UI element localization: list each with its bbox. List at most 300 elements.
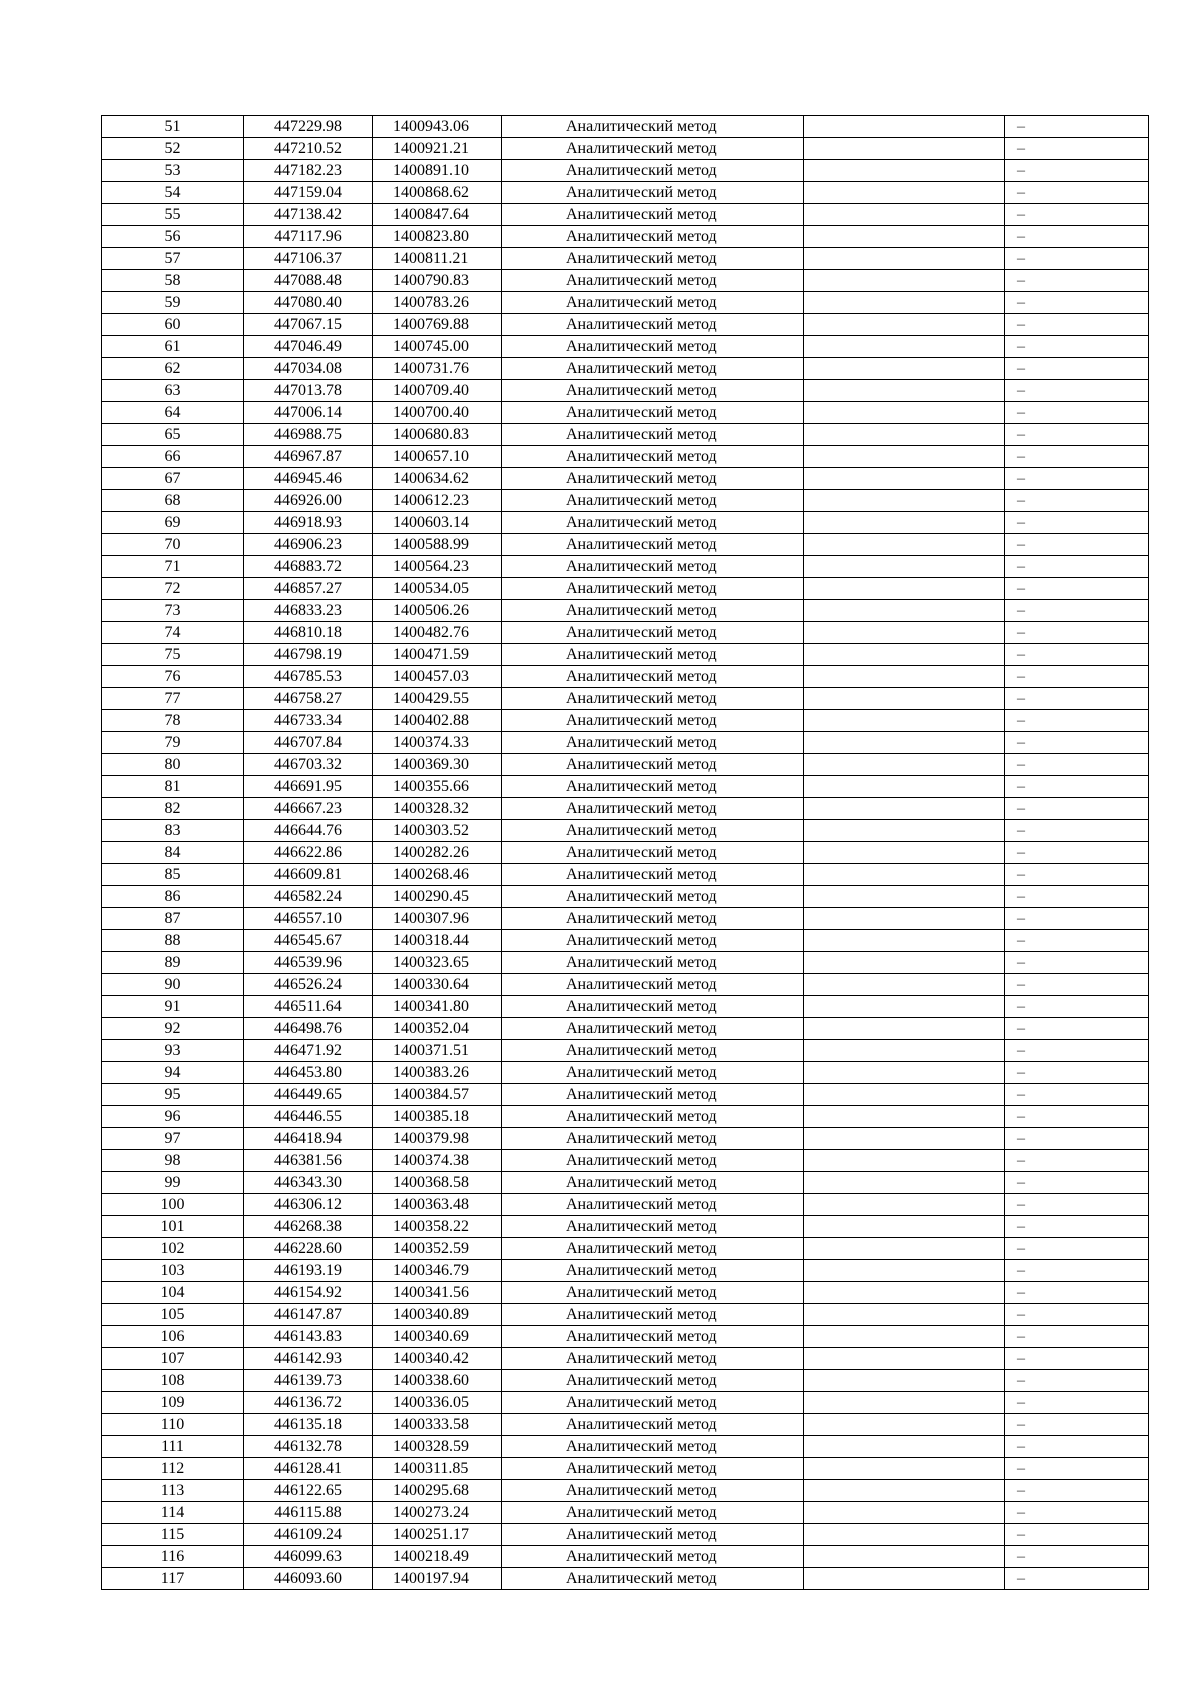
table-row [102, 842, 1149, 864]
dash-cell: – [1005, 1106, 1149, 1128]
point-number-cell: 53 [102, 160, 244, 182]
empty-cell [804, 446, 1005, 468]
empty-cell [804, 1216, 1005, 1238]
empty-cell [804, 644, 1005, 666]
dash-cell: – [1005, 1326, 1149, 1348]
y-coordinate-cell: 1400340.42 [373, 1348, 502, 1370]
dash-cell: – [1005, 226, 1149, 248]
method-cell: Аналитический метод [502, 1084, 804, 1106]
table-row [102, 666, 1149, 688]
y-coordinate-cell: 1400328.32 [373, 798, 502, 820]
dash-cell: – [1005, 820, 1149, 842]
dash-cell: – [1005, 1018, 1149, 1040]
y-coordinate-cell: 1400603.14 [373, 512, 502, 534]
table-row [102, 688, 1149, 710]
table-row [102, 204, 1149, 226]
dash-cell: – [1005, 1502, 1149, 1524]
empty-cell [804, 622, 1005, 644]
x-coordinate-cell: 446446.55 [244, 1106, 373, 1128]
point-number-cell: 109 [102, 1392, 244, 1414]
dash-cell: – [1005, 886, 1149, 908]
dash-cell: – [1005, 1194, 1149, 1216]
table-row [102, 1150, 1149, 1172]
method-cell: Аналитический метод [502, 1040, 804, 1062]
dash-cell: – [1005, 1260, 1149, 1282]
y-coordinate-cell: 1400471.59 [373, 644, 502, 666]
y-coordinate-cell: 1400352.04 [373, 1018, 502, 1040]
point-number-cell: 91 [102, 996, 244, 1018]
y-coordinate-cell: 1400506.26 [373, 600, 502, 622]
method-cell: Аналитический метод [502, 270, 804, 292]
dash-cell: – [1005, 1392, 1149, 1414]
dash-cell: – [1005, 974, 1149, 996]
empty-cell [804, 490, 1005, 512]
empty-cell [804, 1238, 1005, 1260]
x-coordinate-cell: 446703.32 [244, 754, 373, 776]
point-number-cell: 74 [102, 622, 244, 644]
dash-cell: – [1005, 908, 1149, 930]
table-row [102, 578, 1149, 600]
point-number-cell: 58 [102, 270, 244, 292]
x-coordinate-cell: 446418.94 [244, 1128, 373, 1150]
table-row [102, 1062, 1149, 1084]
table-row [102, 754, 1149, 776]
method-cell: Аналитический метод [502, 248, 804, 270]
point-number-cell: 96 [102, 1106, 244, 1128]
point-number-cell: 87 [102, 908, 244, 930]
empty-cell [804, 578, 1005, 600]
point-number-cell: 114 [102, 1502, 244, 1524]
empty-cell [804, 732, 1005, 754]
table-row [102, 490, 1149, 512]
y-coordinate-cell: 1400790.83 [373, 270, 502, 292]
y-coordinate-cell: 1400282.26 [373, 842, 502, 864]
x-coordinate-cell: 446758.27 [244, 688, 373, 710]
point-number-cell: 101 [102, 1216, 244, 1238]
x-coordinate-cell: 447229.98 [244, 116, 373, 138]
y-coordinate-cell: 1400891.10 [373, 160, 502, 182]
empty-cell [804, 1150, 1005, 1172]
dash-cell: – [1005, 644, 1149, 666]
empty-cell [804, 1524, 1005, 1546]
x-coordinate-cell: 446539.96 [244, 952, 373, 974]
method-cell: Аналитический метод [502, 138, 804, 160]
point-number-cell: 116 [102, 1546, 244, 1568]
x-coordinate-cell: 446099.63 [244, 1546, 373, 1568]
empty-cell [804, 336, 1005, 358]
x-coordinate-cell: 446918.93 [244, 512, 373, 534]
coordinates-table [101, 115, 1149, 1590]
y-coordinate-cell: 1400943.06 [373, 116, 502, 138]
method-cell: Аналитический метод [502, 996, 804, 1018]
dash-cell: – [1005, 732, 1149, 754]
dash-cell: – [1005, 336, 1149, 358]
table-row [102, 1084, 1149, 1106]
empty-cell [804, 1480, 1005, 1502]
point-number-cell: 100 [102, 1194, 244, 1216]
point-number-cell: 97 [102, 1128, 244, 1150]
x-coordinate-cell: 446471.92 [244, 1040, 373, 1062]
dash-cell: – [1005, 1040, 1149, 1062]
table-row [102, 292, 1149, 314]
y-coordinate-cell: 1400303.52 [373, 820, 502, 842]
point-number-cell: 103 [102, 1260, 244, 1282]
method-cell: Аналитический метод [502, 754, 804, 776]
dash-cell: – [1005, 160, 1149, 182]
x-coordinate-cell: 446526.24 [244, 974, 373, 996]
x-coordinate-cell: 447013.78 [244, 380, 373, 402]
point-number-cell: 76 [102, 666, 244, 688]
method-cell: Аналитический метод [502, 182, 804, 204]
empty-cell [804, 1260, 1005, 1282]
method-cell: Аналитический метод [502, 1370, 804, 1392]
x-coordinate-cell: 446193.19 [244, 1260, 373, 1282]
method-cell: Аналитический метод [502, 1348, 804, 1370]
empty-cell [804, 1194, 1005, 1216]
empty-cell [804, 1392, 1005, 1414]
x-coordinate-cell: 447117.96 [244, 226, 373, 248]
method-cell: Аналитический метод [502, 1172, 804, 1194]
empty-cell [804, 820, 1005, 842]
x-coordinate-cell: 446557.10 [244, 908, 373, 930]
x-coordinate-cell: 446306.12 [244, 1194, 373, 1216]
method-cell: Аналитический метод [502, 820, 804, 842]
point-number-cell: 68 [102, 490, 244, 512]
x-coordinate-cell: 446883.72 [244, 556, 373, 578]
empty-cell [804, 534, 1005, 556]
dash-cell: – [1005, 468, 1149, 490]
empty-cell [804, 864, 1005, 886]
dash-cell: – [1005, 270, 1149, 292]
y-coordinate-cell: 1400346.79 [373, 1260, 502, 1282]
x-coordinate-cell: 447067.15 [244, 314, 373, 336]
point-number-cell: 93 [102, 1040, 244, 1062]
empty-cell [804, 908, 1005, 930]
table-row [102, 1524, 1149, 1546]
table-row [102, 1458, 1149, 1480]
point-number-cell: 80 [102, 754, 244, 776]
table-row [102, 600, 1149, 622]
empty-cell [804, 974, 1005, 996]
method-cell: Аналитический метод [502, 534, 804, 556]
x-coordinate-cell: 447210.52 [244, 138, 373, 160]
method-cell: Аналитический метод [502, 1062, 804, 1084]
x-coordinate-cell: 446691.95 [244, 776, 373, 798]
table-row [102, 1546, 1149, 1568]
table-row [102, 358, 1149, 380]
method-cell: Аналитический метод [502, 600, 804, 622]
method-cell: Аналитический метод [502, 556, 804, 578]
x-coordinate-cell: 447006.14 [244, 402, 373, 424]
y-coordinate-cell: 1400307.96 [373, 908, 502, 930]
dash-cell: – [1005, 578, 1149, 600]
y-coordinate-cell: 1400634.62 [373, 468, 502, 490]
y-coordinate-cell: 1400588.99 [373, 534, 502, 556]
dash-cell: – [1005, 1282, 1149, 1304]
y-coordinate-cell: 1400534.05 [373, 578, 502, 600]
x-coordinate-cell: 446128.41 [244, 1458, 373, 1480]
y-coordinate-cell: 1400680.83 [373, 424, 502, 446]
empty-cell [804, 556, 1005, 578]
method-cell: Аналитический метод [502, 1128, 804, 1150]
method-cell: Аналитический метод [502, 424, 804, 446]
table-row [102, 776, 1149, 798]
point-number-cell: 73 [102, 600, 244, 622]
table-row [102, 1018, 1149, 1040]
table-row [102, 380, 1149, 402]
empty-cell [804, 952, 1005, 974]
method-cell: Аналитический метод [502, 974, 804, 996]
x-coordinate-cell: 446135.18 [244, 1414, 373, 1436]
point-number-cell: 81 [102, 776, 244, 798]
table-row [102, 930, 1149, 952]
dash-cell: – [1005, 842, 1149, 864]
x-coordinate-cell: 447088.48 [244, 270, 373, 292]
table-row [102, 226, 1149, 248]
x-coordinate-cell: 447182.23 [244, 160, 373, 182]
method-cell: Аналитический метод [502, 908, 804, 930]
method-cell: Аналитический метод [502, 490, 804, 512]
x-coordinate-cell: 446622.86 [244, 842, 373, 864]
y-coordinate-cell: 1400374.38 [373, 1150, 502, 1172]
point-number-cell: 51 [102, 116, 244, 138]
table-row [102, 556, 1149, 578]
table-row [102, 908, 1149, 930]
point-number-cell: 57 [102, 248, 244, 270]
method-cell: Аналитический метод [502, 292, 804, 314]
table-row [102, 1260, 1149, 1282]
y-coordinate-cell: 1400921.21 [373, 138, 502, 160]
dash-cell: – [1005, 1436, 1149, 1458]
x-coordinate-cell: 446147.87 [244, 1304, 373, 1326]
y-coordinate-cell: 1400330.64 [373, 974, 502, 996]
dash-cell: – [1005, 622, 1149, 644]
method-cell: Аналитический метод [502, 226, 804, 248]
table-row [102, 952, 1149, 974]
method-cell: Аналитический метод [502, 1568, 804, 1590]
table-row [102, 820, 1149, 842]
table-row [102, 402, 1149, 424]
point-number-cell: 61 [102, 336, 244, 358]
point-number-cell: 69 [102, 512, 244, 534]
table-row [102, 1436, 1149, 1458]
point-number-cell: 67 [102, 468, 244, 490]
point-number-cell: 107 [102, 1348, 244, 1370]
point-number-cell: 89 [102, 952, 244, 974]
table-row [102, 1348, 1149, 1370]
x-coordinate-cell: 446644.76 [244, 820, 373, 842]
method-cell: Аналитический метод [502, 798, 804, 820]
empty-cell [804, 1084, 1005, 1106]
method-cell: Аналитический метод [502, 578, 804, 600]
dash-cell: – [1005, 688, 1149, 710]
point-number-cell: 98 [102, 1150, 244, 1172]
dash-cell: – [1005, 402, 1149, 424]
empty-cell [804, 1128, 1005, 1150]
y-coordinate-cell: 1400355.66 [373, 776, 502, 798]
y-coordinate-cell: 1400369.30 [373, 754, 502, 776]
empty-cell [804, 1414, 1005, 1436]
method-cell: Аналитический метод [502, 336, 804, 358]
x-coordinate-cell: 446733.34 [244, 710, 373, 732]
empty-cell [804, 424, 1005, 446]
method-cell: Аналитический метод [502, 314, 804, 336]
point-number-cell: 86 [102, 886, 244, 908]
y-coordinate-cell: 1400251.17 [373, 1524, 502, 1546]
x-coordinate-cell: 446453.80 [244, 1062, 373, 1084]
method-cell: Аналитический метод [502, 688, 804, 710]
method-cell: Аналитический метод [502, 358, 804, 380]
method-cell: Аналитический метод [502, 952, 804, 974]
empty-cell [804, 666, 1005, 688]
empty-cell [804, 688, 1005, 710]
x-coordinate-cell: 446268.38 [244, 1216, 373, 1238]
empty-cell [804, 1458, 1005, 1480]
x-coordinate-cell: 447106.37 [244, 248, 373, 270]
method-cell: Аналитический метод [502, 1392, 804, 1414]
y-coordinate-cell: 1400374.33 [373, 732, 502, 754]
y-coordinate-cell: 1400657.10 [373, 446, 502, 468]
dash-cell: – [1005, 556, 1149, 578]
dash-cell: – [1005, 1238, 1149, 1260]
table-row [102, 1106, 1149, 1128]
empty-cell [804, 380, 1005, 402]
method-cell: Аналитический метод [502, 1150, 804, 1172]
empty-cell [804, 402, 1005, 424]
table-row [102, 314, 1149, 336]
y-coordinate-cell: 1400340.69 [373, 1326, 502, 1348]
y-coordinate-cell: 1400379.98 [373, 1128, 502, 1150]
empty-cell [804, 1172, 1005, 1194]
x-coordinate-cell: 447159.04 [244, 182, 373, 204]
table-row [102, 1040, 1149, 1062]
dash-cell: – [1005, 666, 1149, 688]
method-cell: Аналитический метод [502, 1502, 804, 1524]
y-coordinate-cell: 1400333.58 [373, 1414, 502, 1436]
dash-cell: – [1005, 996, 1149, 1018]
method-cell: Аналитический метод [502, 1216, 804, 1238]
empty-cell [804, 226, 1005, 248]
point-number-cell: 85 [102, 864, 244, 886]
y-coordinate-cell: 1400311.85 [373, 1458, 502, 1480]
method-cell: Аналитический метод [502, 116, 804, 138]
method-cell: Аналитический метод [502, 1436, 804, 1458]
x-coordinate-cell: 447046.49 [244, 336, 373, 358]
point-number-cell: 66 [102, 446, 244, 468]
table-row [102, 1128, 1149, 1150]
dash-cell: – [1005, 1414, 1149, 1436]
table-row [102, 446, 1149, 468]
dash-cell: – [1005, 292, 1149, 314]
y-coordinate-cell: 1400363.48 [373, 1194, 502, 1216]
dash-cell: – [1005, 1370, 1149, 1392]
table-row [102, 710, 1149, 732]
method-cell: Аналитический метод [502, 710, 804, 732]
empty-cell [804, 1348, 1005, 1370]
empty-cell [804, 710, 1005, 732]
point-number-cell: 94 [102, 1062, 244, 1084]
y-coordinate-cell: 1400358.22 [373, 1216, 502, 1238]
empty-cell [804, 292, 1005, 314]
x-coordinate-cell: 446582.24 [244, 886, 373, 908]
dash-cell: – [1005, 182, 1149, 204]
empty-cell [804, 182, 1005, 204]
point-number-cell: 63 [102, 380, 244, 402]
y-coordinate-cell: 1400290.45 [373, 886, 502, 908]
x-coordinate-cell: 446609.81 [244, 864, 373, 886]
table-row [102, 182, 1149, 204]
empty-cell [804, 1018, 1005, 1040]
empty-cell [804, 358, 1005, 380]
table-row [102, 864, 1149, 886]
empty-cell [804, 1304, 1005, 1326]
x-coordinate-cell: 446449.65 [244, 1084, 373, 1106]
empty-cell [804, 1546, 1005, 1568]
table-row [102, 798, 1149, 820]
x-coordinate-cell: 446906.23 [244, 534, 373, 556]
y-coordinate-cell: 1400218.49 [373, 1546, 502, 1568]
point-number-cell: 113 [102, 1480, 244, 1502]
y-coordinate-cell: 1400384.57 [373, 1084, 502, 1106]
point-number-cell: 110 [102, 1414, 244, 1436]
point-number-cell: 99 [102, 1172, 244, 1194]
x-coordinate-cell: 446139.73 [244, 1370, 373, 1392]
dash-cell: – [1005, 1524, 1149, 1546]
y-coordinate-cell: 1400268.46 [373, 864, 502, 886]
empty-cell [804, 798, 1005, 820]
table-row [102, 1370, 1149, 1392]
empty-cell [804, 842, 1005, 864]
dash-cell: – [1005, 1172, 1149, 1194]
method-cell: Аналитический метод [502, 886, 804, 908]
point-number-cell: 64 [102, 402, 244, 424]
method-cell: Аналитический метод [502, 842, 804, 864]
point-number-cell: 60 [102, 314, 244, 336]
y-coordinate-cell: 1400352.59 [373, 1238, 502, 1260]
method-cell: Аналитический метод [502, 776, 804, 798]
table-row [102, 424, 1149, 446]
y-coordinate-cell: 1400745.00 [373, 336, 502, 358]
empty-cell [804, 1040, 1005, 1062]
method-cell: Аналитический метод [502, 732, 804, 754]
empty-cell [804, 996, 1005, 1018]
point-number-cell: 111 [102, 1436, 244, 1458]
method-cell: Аналитический метод [502, 1194, 804, 1216]
table-row [102, 534, 1149, 556]
point-number-cell: 72 [102, 578, 244, 600]
dash-cell: – [1005, 952, 1149, 974]
method-cell: Аналитический метод [502, 204, 804, 226]
empty-cell [804, 1370, 1005, 1392]
table-row [102, 1282, 1149, 1304]
y-coordinate-cell: 1400700.40 [373, 402, 502, 424]
empty-cell [804, 116, 1005, 138]
table-row [102, 1304, 1149, 1326]
table-row [102, 1480, 1149, 1502]
x-coordinate-cell: 446857.27 [244, 578, 373, 600]
x-coordinate-cell: 446115.88 [244, 1502, 373, 1524]
empty-cell [804, 1326, 1005, 1348]
x-coordinate-cell: 446143.83 [244, 1326, 373, 1348]
point-number-cell: 75 [102, 644, 244, 666]
point-number-cell: 90 [102, 974, 244, 996]
y-coordinate-cell: 1400457.03 [373, 666, 502, 688]
method-cell: Аналитический метод [502, 622, 804, 644]
y-coordinate-cell: 1400868.62 [373, 182, 502, 204]
dash-cell: – [1005, 1304, 1149, 1326]
point-number-cell: 54 [102, 182, 244, 204]
y-coordinate-cell: 1400564.23 [373, 556, 502, 578]
